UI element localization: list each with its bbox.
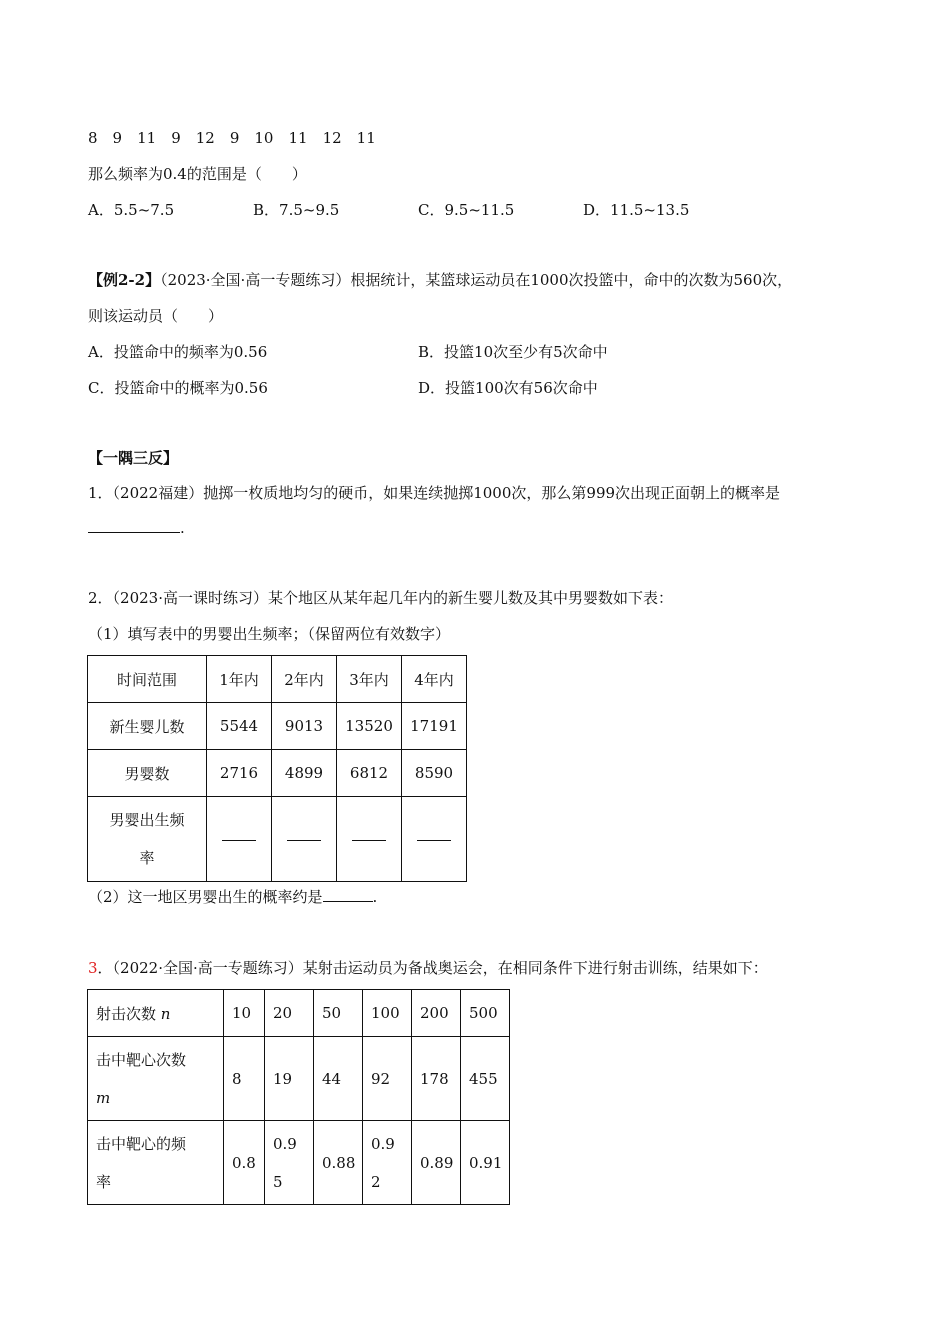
example-text: （2023·全国·高一专题练习）根据统计，某篮球运动员在1000次投篮中，命中的次数为560次， — [160, 271, 793, 289]
table-header — [88, 1037, 224, 1121]
table-cell: 178 — [412, 1037, 461, 1121]
ex-option-b: B．投篮10次至少有5次命中 — [418, 343, 608, 361]
table-cell: 500 — [461, 990, 510, 1037]
table-header: 1年内 — [207, 656, 272, 703]
table-cell: 100 — [363, 990, 412, 1037]
answer-blank — [287, 840, 321, 841]
var-n: n — [160, 1004, 171, 1023]
cell-part: 5 — [273, 1172, 283, 1191]
seq-value: 11 — [137, 129, 157, 147]
table-cell: 455 — [461, 1037, 510, 1121]
problem-number: 3 — [88, 959, 98, 977]
problem-3-body: ．（2022·全国·高一专题练习）某射击运动员为备战奥运会，在相同条件下进行射击训练，结果如下： — [97, 959, 768, 977]
problem-1-blank-line — [88, 518, 185, 538]
table-cell: 0.89 — [412, 1121, 461, 1205]
seq-value: 11 — [288, 129, 308, 147]
row-label: 射击次数 — [96, 1004, 157, 1023]
seq-value: 12 — [322, 129, 342, 147]
seq-value: 9 — [229, 129, 240, 147]
table-row — [88, 797, 467, 882]
answer-blank-cell — [207, 797, 272, 882]
problem-2-sub1: （1）填写表中的男婴出生频率；（保留两位有效数字） — [88, 625, 451, 643]
seq-value: 8 — [88, 129, 98, 147]
seq-value: 9 — [171, 129, 181, 147]
answer-blank-cell — [272, 797, 337, 882]
table-row — [88, 703, 467, 750]
period: . — [180, 519, 185, 537]
table-cell: 5544 — [207, 703, 272, 750]
option-d: D．11.5~13.5 — [583, 201, 690, 219]
cell-part: 0.9 — [273, 1134, 297, 1153]
row-label: 击中靶心的频 — [96, 1134, 187, 1153]
cell-part: 2 — [371, 1172, 381, 1191]
shooting-table — [87, 989, 510, 1205]
table-cell: 4899 — [272, 750, 337, 797]
seq-value: 10 — [254, 129, 274, 147]
table-header — [88, 990, 224, 1037]
table-header: 时间范围 — [88, 656, 207, 703]
problem-3-text — [88, 958, 768, 978]
example-2-2-line1 — [88, 270, 792, 290]
table-header: 3年内 — [337, 656, 402, 703]
period: . — [372, 888, 378, 906]
table-cell — [363, 1121, 412, 1205]
cell-part: 0.9 — [371, 1134, 395, 1153]
answer-blank — [417, 840, 451, 841]
table-cell: 50 — [314, 990, 363, 1037]
row-label: 击中靶心次数 — [96, 1050, 187, 1069]
answer-blank-cell — [402, 797, 467, 882]
answer-blank — [88, 518, 180, 533]
table-cell: 20 — [265, 990, 314, 1037]
table-cell: 8590 — [402, 750, 467, 797]
table-cell: 男婴数 — [88, 750, 207, 797]
problem-1-text: 1．（2022福建）抛掷一枚质地均匀的硬币，如果连续抛掷1000次，那么第999次出现正面朝上的概率是 — [88, 484, 781, 502]
ex-option-a: A．投篮命中的频率为0.56 — [88, 343, 268, 361]
table-cell: 0.88 — [314, 1121, 363, 1205]
table-cell: 6812 — [337, 750, 402, 797]
table-cell — [265, 1121, 314, 1205]
table-cell: 44 — [314, 1037, 363, 1121]
table-header: 2年内 — [272, 656, 337, 703]
section-title: 【一隅三反】 — [88, 449, 179, 467]
option-c: C．9.5~11.5 — [418, 201, 515, 219]
option-b: B．7.5~9.5 — [253, 201, 340, 219]
freq-label-line2: 率 — [139, 849, 155, 867]
answer-blank — [323, 887, 373, 902]
var-m: m — [96, 1088, 111, 1107]
table-cell: 17191 — [402, 703, 467, 750]
table-cell: 200 — [412, 990, 461, 1037]
table-row — [88, 990, 510, 1037]
table-cell: 10 — [224, 990, 265, 1037]
answer-blank — [352, 840, 386, 841]
table-cell: 新生婴儿数 — [88, 703, 207, 750]
table-cell: 8 — [224, 1037, 265, 1121]
table-row — [88, 656, 467, 703]
table-header: 4年内 — [402, 656, 467, 703]
problem-2-text: 2．（2023·高一课时练习）某个地区从某年起几年内的新生婴儿数及其中男婴数如下表： — [88, 589, 673, 607]
table-cell: 0.91 — [461, 1121, 510, 1205]
example-2-2-line2: 则该运动员（ ） — [88, 307, 224, 325]
table-row — [88, 750, 467, 797]
table-cell: 92 — [363, 1037, 412, 1121]
table-cell: 2716 — [207, 750, 272, 797]
example-label: 【例2-2】 — [88, 271, 161, 289]
problem-2-sub2 — [88, 887, 377, 907]
data-sequence — [88, 128, 391, 148]
option-a: A．5.5~7.5 — [88, 201, 175, 219]
table-header — [88, 1121, 224, 1205]
seq-value: 11 — [356, 129, 376, 147]
table-cell: 19 — [265, 1037, 314, 1121]
row-label: 率 — [96, 1172, 112, 1191]
question-text: 那么频率为0.4的范围是（ ） — [88, 165, 307, 183]
newborn-table — [87, 655, 467, 882]
table-cell — [88, 797, 207, 882]
answer-blank-cell — [337, 797, 402, 882]
seq-value: 12 — [195, 129, 215, 147]
seq-value: 9 — [112, 129, 123, 147]
table-cell: 9013 — [272, 703, 337, 750]
freq-label-line1: 男婴出生频 — [109, 811, 185, 829]
table-cell: 0.8 — [224, 1121, 265, 1205]
answer-blank — [222, 840, 256, 841]
ex-option-d: D．投篮100次有56次命中 — [418, 379, 598, 397]
table-cell: 13520 — [337, 703, 402, 750]
ex-option-c: C．投篮命中的概率为0.56 — [88, 379, 268, 397]
sub2-text: （2）这一地区男婴出生的概率约是 — [88, 888, 323, 906]
table-row — [88, 1121, 510, 1205]
table-row — [88, 1037, 510, 1121]
